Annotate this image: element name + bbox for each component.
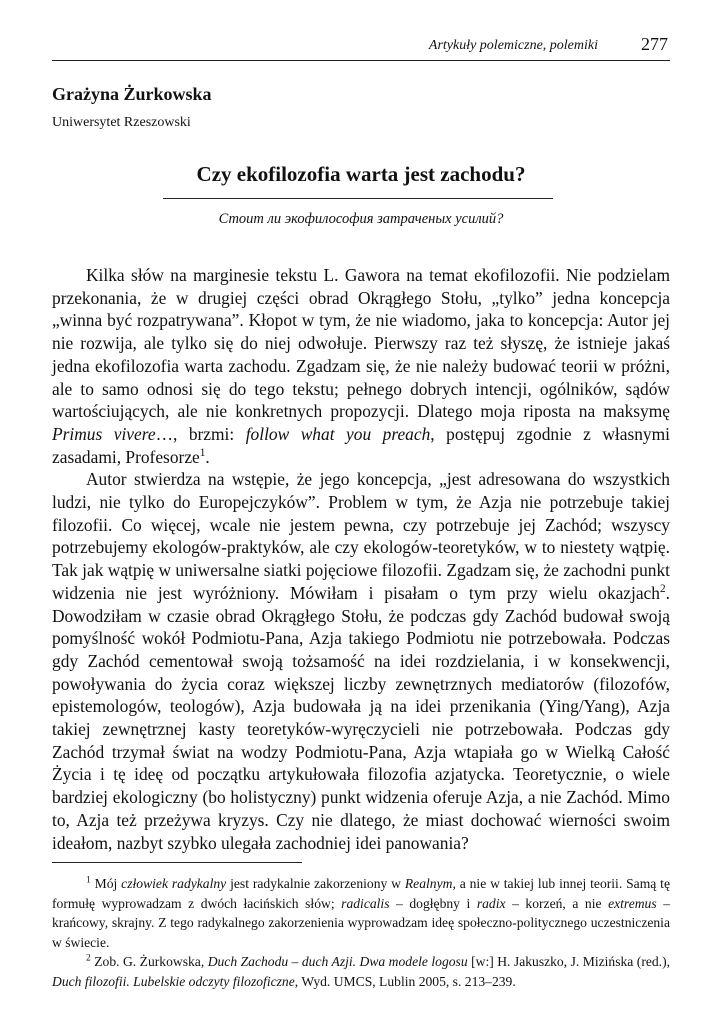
page-number: 277 bbox=[641, 34, 668, 54]
text-run: . bbox=[205, 446, 210, 467]
text-run: …, brzmi: bbox=[155, 423, 246, 444]
text-run: jest radykalnie zakorzeniony w bbox=[226, 876, 405, 891]
text-run: , a nie w takiej lub innej teorii. Samą tę formułę wyprowadzam z dwóch łacińskich słów; bbox=[52, 876, 670, 911]
italic-run: radicalis bbox=[341, 895, 390, 911]
footnote-number: 2 bbox=[86, 953, 91, 964]
italic-run: Realnym bbox=[404, 876, 453, 891]
article-subtitle: Стоит ли экофилософия затраченых усилий? bbox=[218, 211, 504, 227]
footnote-ref-2[interactable]: 2 bbox=[659, 583, 666, 596]
italic-run: extremus bbox=[608, 895, 657, 911]
italic-run: Duch Zachodu – duch Azji. Dwa modele logosu bbox=[207, 954, 468, 970]
italic-run: radix bbox=[476, 895, 506, 911]
text-run: – korzeń, a nie bbox=[505, 895, 609, 911]
italic-run: follow what you preach bbox=[245, 423, 431, 444]
author-name: Grażyna Żurkowska bbox=[52, 84, 212, 104]
paragraph-2 bbox=[52, 468, 670, 854]
footnote-rule bbox=[52, 862, 302, 863]
title-rule bbox=[163, 198, 553, 199]
text-run: [w:] H. Jakuszko, J. Mizińska (red.), bbox=[467, 954, 671, 970]
italic-run: człowiek radykalny bbox=[121, 876, 227, 891]
text-run: Autor stwierdza na wstępie, że jego koncepcja, „jest adresowana do wszystkich ludzi, nie tylko do Europejczyków”. Problem w tym, że Azja nie potrzebuje takiej filozofii. Co więcej, wcale nie jestem pewna, czy potrzebuje jej Zachód; wszyscy potrzebujemy ekologów-praktyków, ale czy ekologów-teoretyków, w to niestety wątpię. Tak jak wątpię w uniwersalne siatki pojęciowe filozofii. Zgadzam się, że zachodni punkt widzenia nie jest wyróżniony. Mówiłam i pisałam o tym przy wielu okazjach bbox=[52, 469, 670, 603]
text-run: – dogłębny i bbox=[389, 895, 477, 911]
text-run: – krańcowy, skrajny. Z tego radykalnego zakorzenienia wyprowadzam ideę społeczno-politycznego uczestniczenia w świecie. bbox=[52, 895, 670, 950]
author-affiliation: Uniwersytet Rzeszowski bbox=[52, 115, 191, 130]
running-title: Artykuły polemiczne, polemiki bbox=[428, 38, 598, 53]
italic-run: Primus vivere bbox=[52, 423, 156, 444]
footnote-ref-1[interactable]: 1 bbox=[199, 446, 206, 459]
text-run: Zob. G. Żurkowska, bbox=[90, 954, 208, 970]
text-run: , Wyd. UMCS, Lublin 2005, s. 213–239. bbox=[294, 973, 516, 989]
text-run: Kilka słów na marginesie tekstu L. Gawora na temat ekofilozofii. Nie podzielam przekonania, że w drugiej części obrad Okrągłego Stołu, „tylko” jedna koncepcja „winna być rozpatrywana”. Kłopot w tym, że nie wiadomo, jaka to koncepcja: Autor jej nie rozwija, ale tylko się do niej odwołuje. Pierwszy raz też słyszę, że istnieje jakaś jedna ekofilozofia warta zachodu. Zgadzam się, że nie należy budować teorii w próżni, ale to samo odnosi się do tego tekstu; pełnego dobrych intencji, ogólników, sądów wartościujących, ale nie konkretnych propozycji. Dlatego moja riposta na maksymę bbox=[52, 265, 670, 422]
body-text bbox=[52, 264, 670, 854]
text-run: Mój bbox=[90, 876, 122, 891]
footnotes bbox=[52, 874, 670, 992]
footnote-2 bbox=[52, 952, 670, 991]
text-run: , postępuj zgodnie z własnymi zasadami, Profesorze bbox=[52, 423, 670, 467]
text-run: . Dowodziłam w czasie obrad Okrągłego Stołu, że podczas gdy Zachód budował swoją pomyślność wokół Podmiotu-Pana, Azja takiego Podmiotu nie potrzebowała. Podczas gdy Zachód cementował swoją tożsamość na idei rozdzielania, i w konsekwencji, powoływania do życia coraz większej liczby zewnętrznych mediatorów (filozofów, epistemologów, teologów), Azja budowała ją na idei przenikania (Ying/Yang), Azja takiej zewnętrznej kasty teoretyków-wyręczycieli nie potrzebowała. Podczas gdy Zachód trzymał świat na wodzy Podmiotu-Pana, Azja wtapiała go w Wielką Całość Życia i tę ideę od początku artykułowała filozofia azjatycka. Teoretycznie, o wiele bardziej ekologiczny (bo holistyczny) punkt widzenia oferuje Azja, a nie Zachód. Mimo to, Azja też przeżywa kryzys. Czy nie dlatego, że miast dochować wierności swoim ideałom, nazbyt szybko ulegała zachodniej idei panowania? bbox=[52, 582, 670, 853]
footnote-number: 1 bbox=[86, 875, 91, 886]
paragraph-1 bbox=[52, 264, 670, 468]
footnote-1 bbox=[52, 874, 670, 952]
article-title: Czy ekofilozofia warta jest zachodu? bbox=[196, 162, 526, 186]
italic-run: Duch filozofii. Lubelskie odczyty filozoficzne bbox=[52, 973, 295, 989]
running-header bbox=[52, 36, 670, 61]
